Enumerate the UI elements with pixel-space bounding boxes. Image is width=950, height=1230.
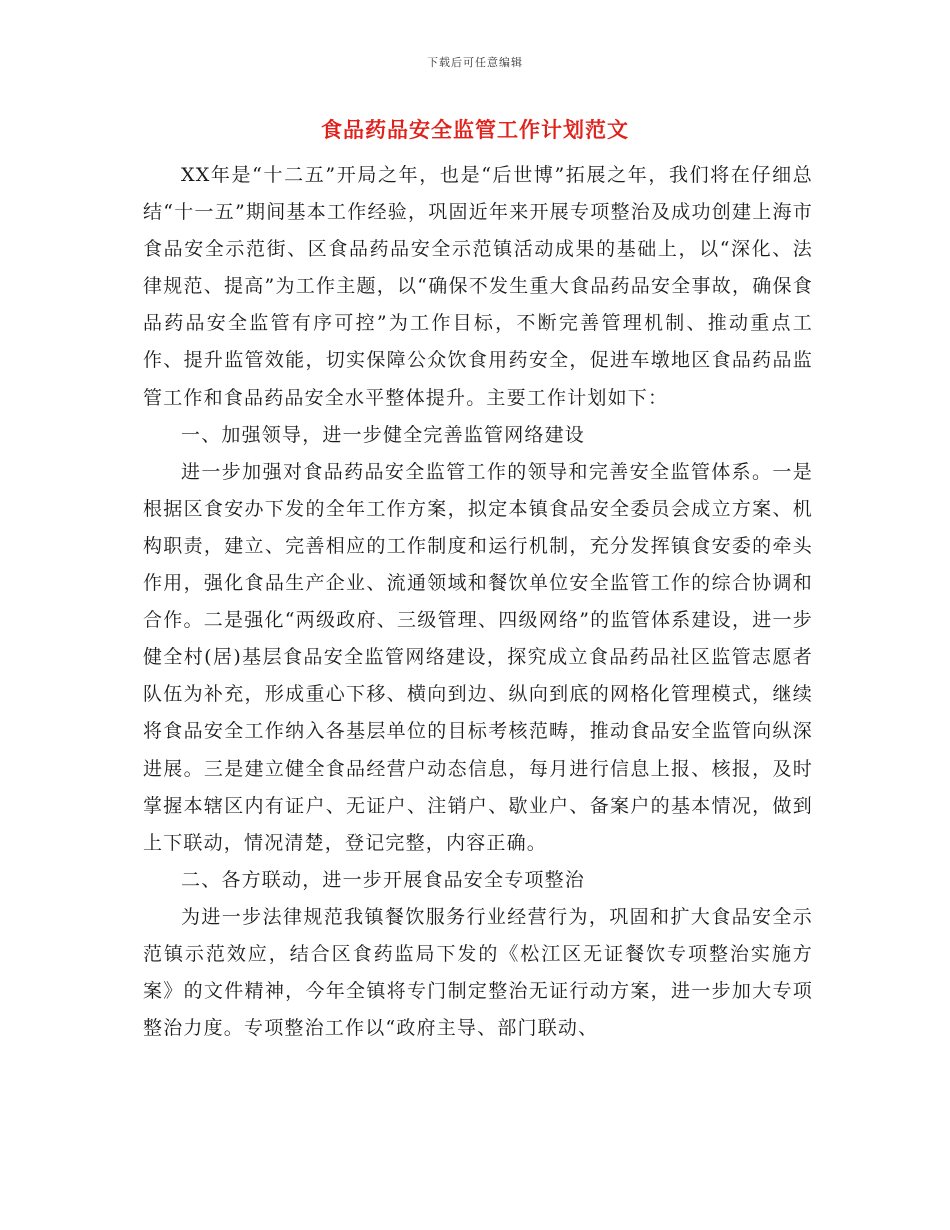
section-heading-2: 二、各方联动，进一步开展食品安全专项整治 — [181, 868, 586, 891]
section-heading-1: 一、加强领导，进一步健全完善监管网络建设 — [181, 423, 586, 446]
document-title: 食品药品安全监管工作计划范文 — [321, 117, 629, 142]
section-2-paragraph: 为进一步法律规范我镇餐饮服务行业经营行为，巩固和扩大食品安全示范镇示范效应，结合区食药监局下发的《松江区无证餐饮专项整治实施方案》的文件精神，今年全镇将专门制定整治无证行动方案，进一步加大专项整治力度。专项整治工作以“政府主导、部门联动、 — [143, 905, 813, 1040]
section-1-paragraph: 进一步加强对食品药品安全监管工作的领导和完善安全监管体系。一是根据区食安办下发的全年工作方案，拟定本镇食品安全委员会成立方案、机构职责，建立、完善相应的工作制度和运行机制，充分发挥镇食安委的牵头作用，强化食品生产企业、流通领域和餐饮单位安全监管工作的综合协调和合作。二是强化“两级政府、三级管理、四级网络”的监管体系建设，进一步健全村(居)基层食品安全监管网络建设，探究成立食品药品社区监管志愿者队伍为补充，形成重心下移、横向到边、纵向到底的网格化管理模式，继续将食品安全工作纳入各基层单位的目标考核范畴，推动食品安全监管向纵深进展。三是建立健全食品经营户动态信息，每月进行信息上报、核报，及时掌握本辖区内有证户、无证户、注销户、歇业户、备案户的基本情况，做到上下联动，情况清楚，登记完整，内容正确。 — [143, 460, 813, 854]
intro-paragraph: XX年是“十二五”开局之年，也是“后世博”拓展之年，我们将在仔细总结“十一五”期间基本工作经验，巩固近年来开展专项整治及成功创建上海市食品安全示范街、区食品药品安全示范镇活动成果的基础上，以“深化、法律规范、提高”为工作主题，以“确保不发生重大食品药品安全事故，确保食品药品安全监管有序可控”为工作目标，不断完善管理机制、推动重点工作、提升监管效能，切实保障公众饮食用药安全，促进车墩地区食品药品监管工作和食品药品安全水平整体提升。主要工作计划如下： — [143, 164, 813, 409]
document-body — [143, 157, 813, 1047]
header-note: 下载后可任意编辑 — [427, 56, 523, 69]
